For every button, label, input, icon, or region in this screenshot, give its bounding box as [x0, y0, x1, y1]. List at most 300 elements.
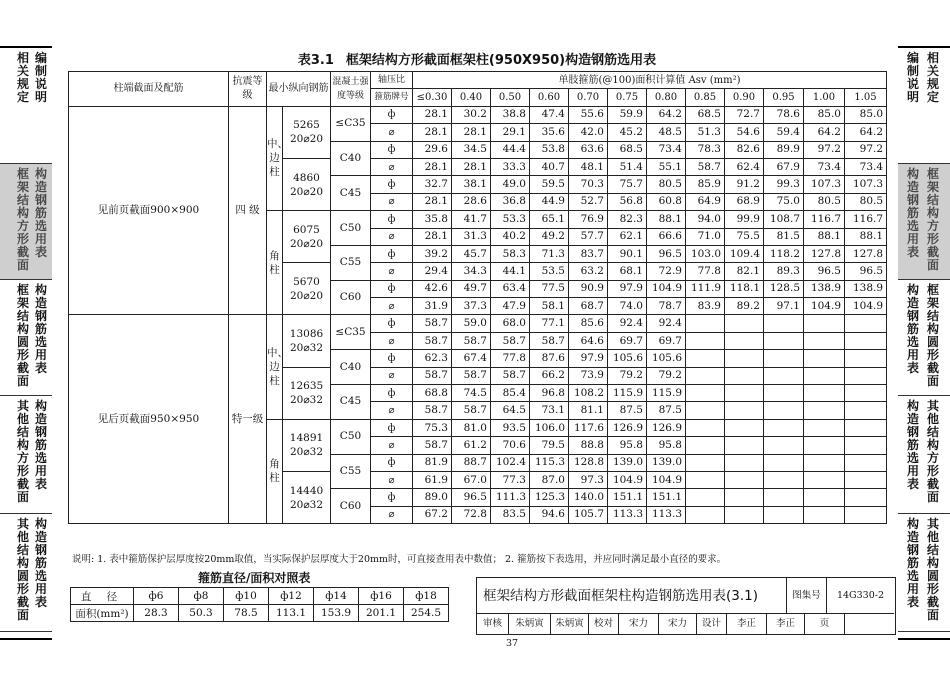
area-value [725, 471, 764, 488]
area-value: 111.9 [686, 280, 725, 297]
area-value: 60.8 [647, 193, 686, 210]
nav-tab-label: 构造钢筋选用表 [34, 283, 47, 375]
area-value: 67.2 [413, 506, 452, 523]
area-value: 68.9 [725, 193, 764, 210]
right-nav [898, 46, 950, 640]
area-value: 88.8 [569, 437, 608, 454]
nav-tab-label: 框架结构圆形截面 [926, 283, 939, 388]
area-value: 151.1 [647, 489, 686, 506]
area-value [764, 454, 804, 471]
area-value [725, 385, 764, 402]
rebar-area: 153.9 [314, 605, 359, 622]
area-value: 104.9 [845, 298, 887, 315]
area-value: 88.1 [804, 228, 845, 245]
area-value: 58.7 [452, 402, 491, 419]
area-value: 51.4 [608, 158, 647, 175]
area-value: 106.0 [530, 419, 569, 436]
area-value: 113.3 [647, 506, 686, 523]
area-value: 72.7 [725, 106, 764, 123]
area-value: 73.1 [530, 402, 569, 419]
stirrup-grade: ф [371, 489, 413, 506]
area-value: 47.4 [530, 106, 569, 123]
area-value: 125.3 [530, 489, 569, 506]
stirrup-grade: ⌀ [371, 124, 413, 141]
area-value: 97.9 [569, 350, 608, 367]
area-value [764, 419, 804, 436]
area-value [725, 367, 764, 384]
area-value: 58.7 [452, 332, 491, 349]
area-value: 44.4 [491, 141, 530, 158]
area-value [764, 471, 804, 488]
area-value: 97.1 [764, 298, 804, 315]
area-value: 64.9 [686, 193, 725, 210]
area-value: 77.8 [686, 263, 725, 280]
area-value: 64.6 [569, 332, 608, 349]
stirrup-grade: ф [371, 245, 413, 262]
nav-tab[interactable] [0, 396, 52, 514]
stirrup-grade: ⌀ [371, 332, 413, 349]
area-value: 95.8 [608, 437, 647, 454]
signature-cell: 朱炳寅 [509, 614, 551, 634]
area-value: 35.8 [413, 211, 452, 228]
stirrup-grade: ⌀ [371, 367, 413, 384]
area-value [804, 350, 845, 367]
area-value [804, 332, 845, 349]
position-cell: 角柱 [267, 419, 283, 523]
signature-cell: 37 [505, 638, 519, 649]
nav-tab[interactable] [898, 48, 950, 164]
area-value: 73.9 [569, 367, 608, 384]
area-value: 47.9 [491, 298, 530, 315]
area-value: 63.2 [569, 263, 608, 280]
area-value: 76.9 [569, 211, 608, 228]
stirrup-grade: ф [371, 106, 413, 123]
area-value: 118.1 [725, 280, 764, 297]
area-value: 85.0 [804, 106, 845, 123]
area-value: 35.6 [530, 124, 569, 141]
area-value: 89.9 [764, 141, 804, 158]
area-value [686, 332, 725, 349]
area-value: 31.3 [452, 228, 491, 245]
area-value: 75.3 [413, 419, 452, 436]
nav-tab-label: 构造钢筋选用表 [906, 283, 919, 375]
area-value: 45.2 [608, 124, 647, 141]
area-value [725, 489, 764, 506]
area-value [845, 402, 887, 419]
stirrup-grade: ⌀ [371, 298, 413, 315]
stirrup-grade: ф [371, 280, 413, 297]
area-value [804, 419, 845, 436]
area-value: 52.7 [569, 193, 608, 210]
area-value: 64.2 [845, 124, 887, 141]
area-value: 58.7 [413, 367, 452, 384]
area-value: 78.6 [764, 106, 804, 123]
position-cell: 中、边柱 [267, 315, 283, 419]
area-value: 87.0 [530, 471, 569, 488]
area-value: 69.7 [608, 332, 647, 349]
area-value: 58.7 [491, 367, 530, 384]
area-value: 49.0 [491, 176, 530, 193]
section-cell: 见前页截面900×900 [69, 106, 229, 315]
area-value [804, 506, 845, 523]
nav-tab-label: 其他结构圆形截面 [16, 517, 29, 622]
area-value: 58.7 [686, 158, 725, 175]
area-value: 40.7 [530, 158, 569, 175]
area-value: 89.2 [725, 298, 764, 315]
area-value: 28.1 [413, 228, 452, 245]
area-value: 79.2 [647, 367, 686, 384]
area-value: 85.0 [845, 106, 887, 123]
area-value: 64.2 [647, 106, 686, 123]
area-value: 70.3 [569, 176, 608, 193]
area-value: 105.6 [608, 350, 647, 367]
area-value [804, 315, 845, 332]
stirrup-grade: ⌀ [371, 471, 413, 488]
area-value: 53.3 [491, 211, 530, 228]
nav-tab-label: 构造钢筋选用表 [34, 167, 47, 259]
ratio-header: ≤0.30 [413, 89, 452, 106]
area-value: 91.2 [725, 176, 764, 193]
concrete-grade: C40 [331, 350, 371, 385]
area-value: 58.7 [413, 315, 452, 332]
area-value: 72.8 [452, 506, 491, 523]
area-value: 83.7 [569, 245, 608, 262]
concrete-grade: C60 [331, 489, 371, 524]
area-value [764, 489, 804, 506]
area-value: 58.7 [413, 402, 452, 419]
nav-tab[interactable] [0, 514, 52, 632]
stirrup-grade: ф [371, 454, 413, 471]
area-value: 80.5 [804, 193, 845, 210]
area-value: 77.3 [491, 471, 530, 488]
nav-tab[interactable] [898, 396, 950, 514]
area-value: 97.2 [845, 141, 887, 158]
area-value: 128.8 [569, 454, 608, 471]
area-value: 64.5 [491, 402, 530, 419]
area-value [845, 489, 887, 506]
area-value [804, 437, 845, 454]
rebar-diameter: ф6 [134, 588, 179, 605]
area-value: 37.3 [452, 298, 491, 315]
area-value: 28.1 [413, 106, 452, 123]
left-nav [0, 46, 52, 640]
position-cell: 中、边柱 [267, 106, 283, 210]
concrete-grade: C45 [331, 176, 371, 211]
area-value [764, 385, 804, 402]
area-value: 53.5 [530, 263, 569, 280]
long-steel-cell [283, 158, 331, 210]
area-value: 82.3 [608, 211, 647, 228]
area-value: 33.3 [491, 158, 530, 175]
area-value: 70.6 [491, 437, 530, 454]
area-value: 41.7 [452, 211, 491, 228]
area-value [804, 454, 845, 471]
area-value [686, 471, 725, 488]
area-value [804, 367, 845, 384]
area-value: 138.9 [845, 280, 887, 297]
area-value: 75.7 [608, 176, 647, 193]
stirrup-grade: ⌀ [371, 402, 413, 419]
concrete-grade: C55 [331, 245, 371, 280]
stirrup-grade: ⌀ [371, 193, 413, 210]
area-value: 139.0 [647, 454, 686, 471]
concrete-grade: C60 [331, 280, 371, 315]
nav-tab[interactable] [898, 514, 950, 632]
ratio-header: 0.85 [686, 89, 725, 106]
area-value: 28.1 [452, 158, 491, 175]
area-value: 64.2 [804, 124, 845, 141]
area-value: 88.7 [452, 454, 491, 471]
area-value: 49.2 [530, 228, 569, 245]
long-steel-bars: 20⌀20 [289, 289, 324, 302]
area-value: 28.1 [413, 193, 452, 210]
area-value: 69.7 [647, 332, 686, 349]
area-value [764, 367, 804, 384]
area-value [686, 367, 725, 384]
rebar-table [70, 587, 449, 622]
area-value: 96.5 [845, 263, 887, 280]
area-value: 97.9 [608, 280, 647, 297]
long-steel-cell [283, 263, 331, 315]
ratio-header: 1.05 [845, 89, 887, 106]
nav-tab[interactable] [898, 164, 950, 280]
signature-cell: 页 [805, 614, 845, 634]
rebar-area: 254.5 [404, 605, 449, 622]
area-value: 138.9 [804, 280, 845, 297]
area-value: 102.4 [491, 454, 530, 471]
area-value: 116.7 [845, 211, 887, 228]
area-value: 118.2 [764, 245, 804, 262]
area-value: 28.1 [413, 124, 452, 141]
ratio-header: 0.90 [725, 89, 764, 106]
nav-tab-label: 相关规定 [926, 51, 939, 104]
ratio-header: 0.80 [647, 89, 686, 106]
area-value: 65.1 [530, 211, 569, 228]
long-steel-bars: 20⌀32 [289, 498, 324, 511]
area-value: 83.5 [491, 506, 530, 523]
area-value [686, 419, 725, 436]
rebar-diameter: ф12 [269, 588, 314, 605]
area-value: 66.2 [530, 367, 569, 384]
area-value: 105.7 [569, 506, 608, 523]
stirrup-grade: ⌀ [371, 263, 413, 280]
area-value: 80.5 [845, 193, 887, 210]
area-value: 96.8 [530, 385, 569, 402]
rebar-diameter: ф18 [404, 588, 449, 605]
area-value: 71.0 [686, 228, 725, 245]
long-steel-bars: 20⌀32 [289, 446, 324, 459]
signature-cell: 校对 [589, 614, 619, 634]
area-value [725, 332, 764, 349]
area-value: 56.8 [608, 193, 647, 210]
signature-cell: 朱炳寅 [551, 614, 589, 634]
area-value: 51.3 [686, 124, 725, 141]
area-value: 107.3 [804, 176, 845, 193]
area-value: 85.6 [569, 315, 608, 332]
concrete-grade: C50 [331, 211, 371, 246]
area-value [686, 315, 725, 332]
nav-tab-label: 构造钢筋选用表 [906, 399, 919, 491]
area-value: 44.1 [491, 263, 530, 280]
area-value: 97.3 [569, 471, 608, 488]
area-value: 128.5 [764, 280, 804, 297]
ratio-header: 0.75 [608, 89, 647, 106]
area-value: 42.6 [413, 280, 452, 297]
nav-tab-label: 构造钢筋选用表 [34, 399, 47, 491]
area-value: 58.1 [530, 298, 569, 315]
area-value: 81.0 [452, 419, 491, 436]
long-steel-cell [283, 419, 331, 471]
signature-cell: 李正 [767, 614, 805, 634]
area-value: 61.2 [452, 437, 491, 454]
hdr-area: 单肢箍筋(@100)面积计算值 Asv (mm²) [413, 72, 887, 89]
nav-tab-label: 框架结构方形截面 [16, 167, 29, 272]
table-title [58, 49, 896, 68]
nav-tab-label: 编制说明 [34, 51, 47, 104]
concrete-grade: ≤C35 [331, 315, 371, 350]
area-value [725, 350, 764, 367]
area-value: 83.9 [686, 298, 725, 315]
area-value: 58.7 [491, 332, 530, 349]
area-value: 81.9 [413, 454, 452, 471]
rebar-diameter: ф16 [359, 588, 404, 605]
area-value: 68.8 [413, 385, 452, 402]
hdr-grade: 箍筋牌号 [371, 89, 413, 106]
area-value: 32.7 [413, 176, 452, 193]
area-value: 44.9 [530, 193, 569, 210]
area-value: 87.5 [608, 402, 647, 419]
area-value: 105.6 [647, 350, 686, 367]
section-cell: 见后页截面950×950 [69, 315, 229, 524]
nav-tab-label: 其他结构方形截面 [926, 399, 939, 504]
area-value: 95.8 [647, 437, 686, 454]
area-value [764, 402, 804, 419]
rebar-diameter: ф14 [314, 588, 359, 605]
area-value: 39.2 [413, 245, 452, 262]
area-value: 54.6 [725, 124, 764, 141]
area-value: 89.3 [764, 263, 804, 280]
area-value: 88.1 [845, 228, 887, 245]
area-value: 30.2 [452, 106, 491, 123]
area-value [725, 402, 764, 419]
area-value: 79.5 [530, 437, 569, 454]
area-value: 109.4 [725, 245, 764, 262]
area-value: 28.1 [413, 158, 452, 175]
area-value [686, 506, 725, 523]
concrete-grade: C50 [331, 419, 371, 454]
rebar-area-label: 面积(mm²) [71, 605, 134, 622]
nav-tab-label: 其他结构圆形截面 [926, 517, 939, 622]
area-value: 78.7 [647, 298, 686, 315]
stirrup-grade: ⌀ [371, 228, 413, 245]
area-value: 79.2 [608, 367, 647, 384]
stirrup-grade: ⌀ [371, 437, 413, 454]
area-value: 40.2 [491, 228, 530, 245]
table-row [69, 106, 887, 123]
area-value [845, 332, 887, 349]
area-value: 116.7 [804, 211, 845, 228]
area-value: 126.9 [608, 419, 647, 436]
area-value: 75.0 [764, 193, 804, 210]
nav-tab[interactable] [0, 164, 52, 280]
concrete-grade: C40 [331, 141, 371, 176]
nav-tab[interactable] [0, 280, 52, 396]
area-value: 85.4 [491, 385, 530, 402]
area-value: 67.9 [764, 158, 804, 175]
area-value: 81.5 [764, 228, 804, 245]
area-value: 87.6 [530, 350, 569, 367]
hdr-seismic: 抗震等级 [229, 72, 267, 107]
area-value: 53.8 [530, 141, 569, 158]
drawing-sheet [58, 46, 896, 649]
area-value: 72.9 [647, 263, 686, 280]
area-value [845, 471, 887, 488]
area-value: 115.3 [530, 454, 569, 471]
concrete-grade: C55 [331, 454, 371, 489]
nav-tab-label: 框架结构方形截面 [926, 167, 939, 272]
area-value: 104.9 [804, 298, 845, 315]
area-value: 45.7 [452, 245, 491, 262]
nav-tab[interactable] [898, 280, 950, 396]
rebar-diameter: ф10 [224, 588, 269, 605]
long-steel-area: 5265 [293, 119, 320, 132]
area-value: 59.0 [452, 315, 491, 332]
area-value: 48.5 [647, 124, 686, 141]
area-value [804, 471, 845, 488]
signature-cell: 宋力 [659, 614, 697, 634]
ratio-header: 0.70 [569, 89, 608, 106]
ratio-header: 1.00 [804, 89, 845, 106]
rebar-area: 28.3 [134, 605, 179, 622]
concrete-grade: ≤C35 [331, 106, 371, 141]
area-value [845, 385, 887, 402]
area-value [845, 350, 887, 367]
area-value [686, 402, 725, 419]
signature-row [477, 614, 895, 649]
long-steel-cell [283, 471, 331, 523]
area-value: 36.8 [491, 193, 530, 210]
area-value: 71.3 [530, 245, 569, 262]
table-row [69, 315, 887, 332]
area-value: 59.5 [530, 176, 569, 193]
area-value: 126.9 [647, 419, 686, 436]
area-value [804, 489, 845, 506]
area-value [764, 315, 804, 332]
area-value: 104.9 [608, 471, 647, 488]
long-steel-area: 6075 [293, 223, 320, 236]
area-value: 104.9 [647, 280, 686, 297]
area-value: 28.1 [452, 124, 491, 141]
concrete-grade: C45 [331, 385, 371, 420]
stirrup-grade: ф [371, 315, 413, 332]
long-steel-area: 12635 [289, 380, 324, 393]
stirrup-grade: ф [371, 211, 413, 228]
area-value: 68.7 [569, 298, 608, 315]
area-value: 58.7 [413, 332, 452, 349]
area-value: 140.0 [569, 489, 608, 506]
area-value [845, 437, 887, 454]
nav-tab-label: 编制说明 [906, 51, 919, 104]
area-value: 127.8 [845, 245, 887, 262]
area-value [764, 506, 804, 523]
ratio-header: 0.50 [491, 89, 530, 106]
nav-tab[interactable] [0, 48, 52, 164]
area-value [845, 419, 887, 436]
area-value: 81.1 [569, 402, 608, 419]
area-value: 90.9 [569, 280, 608, 297]
area-value [725, 454, 764, 471]
area-value: 31.9 [413, 298, 452, 315]
